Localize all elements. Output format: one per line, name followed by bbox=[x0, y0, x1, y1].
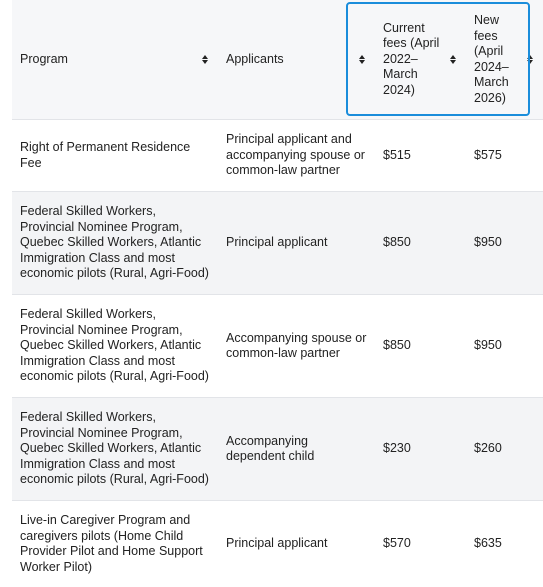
column-header-new-fees[interactable] bbox=[466, 0, 543, 119]
cell-current-fee: $850 bbox=[383, 338, 411, 353]
cell-new-fee: $575 bbox=[474, 147, 502, 162]
cell-current-fee: $850 bbox=[383, 235, 411, 250]
cell-program: Federal Skilled Workers, Provincial Nominee Program, Quebec Skilled Workers, Atlantic Immigration Class and most economic pilots (Rural, Agri-Food) bbox=[20, 410, 209, 487]
sort-icon[interactable] bbox=[357, 53, 367, 67]
table-row bbox=[12, 120, 543, 192]
column-header-applicants[interactable] bbox=[218, 0, 375, 119]
column-header-program[interactable] bbox=[12, 0, 218, 119]
table-row bbox=[12, 295, 543, 398]
cell-program: Right of Permanent Residence Fee bbox=[20, 140, 191, 170]
column-header-label: Program bbox=[20, 51, 68, 66]
cell-current-fee: $230 bbox=[383, 441, 411, 456]
sort-icon[interactable] bbox=[525, 53, 535, 67]
cell-new-fee: $260 bbox=[474, 441, 502, 456]
column-header-label: New fees (April 2024–March 2026) bbox=[474, 13, 509, 105]
sort-icon[interactable] bbox=[200, 53, 210, 67]
sort-icon[interactable] bbox=[448, 53, 458, 67]
cell-applicants: Principal applicant and accompanying spouse or common-law partner bbox=[226, 132, 365, 178]
cell-applicants: Accompanying dependent child bbox=[226, 433, 315, 463]
table-row bbox=[12, 398, 543, 501]
cell-applicants: Principal applicant bbox=[226, 235, 328, 250]
cell-new-fee: $635 bbox=[474, 536, 502, 551]
cell-program: Federal Skilled Workers, Provincial Nominee Program, Quebec Skilled Workers, Atlantic Immigration Class and most economic pilots (Rural, Agri-Food) bbox=[20, 204, 209, 281]
cell-applicants: Principal applicant bbox=[226, 536, 328, 551]
column-header-label: Applicants bbox=[226, 51, 284, 66]
table-row bbox=[12, 501, 543, 587]
column-header-current-fees[interactable] bbox=[375, 0, 466, 119]
cell-new-fee: $950 bbox=[474, 338, 502, 353]
cell-program: Live-in Caregiver Program and caregivers pilots (Home Child Provider Pilot and Home Support Worker Pilot) bbox=[20, 513, 203, 574]
cell-new-fee: $950 bbox=[474, 235, 502, 250]
cell-applicants: Accompanying spouse or common-law partner bbox=[226, 330, 367, 360]
table-header-row bbox=[12, 0, 543, 120]
cell-program: Federal Skilled Workers, Provincial Nominee Program, Quebec Skilled Workers, Atlantic Immigration Class and most economic pilots (Rural, Agri-Food) bbox=[20, 307, 209, 384]
cell-current-fee: $570 bbox=[383, 536, 411, 551]
cell-current-fee: $515 bbox=[383, 147, 411, 162]
column-header-label: Current fees (April 2022–March 2024) bbox=[383, 20, 440, 97]
fees-table bbox=[12, 0, 543, 587]
table-row bbox=[12, 192, 543, 295]
